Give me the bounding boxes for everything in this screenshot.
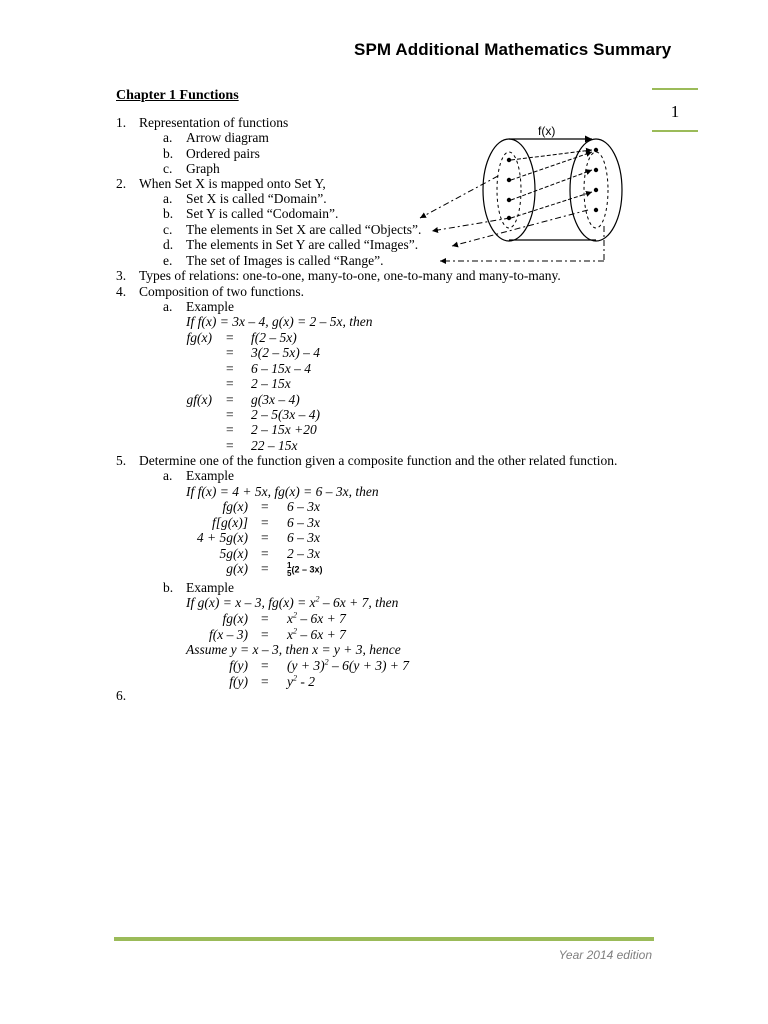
sub-item-1c-letter: c. [163, 161, 173, 176]
sub-item-2a-letter: a. [163, 191, 173, 206]
sub-item-5b-letter: b. [163, 580, 174, 595]
equals-sign: = [226, 437, 234, 453]
equation-rhs: 6 – 15x – 4 [251, 360, 311, 376]
equals-sign: = [226, 422, 234, 438]
intro-part-b: – 6x + 7, then [319, 595, 399, 610]
sub-item-2d-letter: d. [163, 237, 174, 252]
domain-points [507, 158, 511, 220]
equation-rhs: 2 – 15x +20 [251, 422, 317, 438]
arrow-diagram [410, 118, 660, 276]
term-rest: - 2 [297, 674, 315, 689]
equation-rhs: 22 – 15x [251, 437, 298, 453]
equals-sign: = [226, 391, 234, 407]
sub-item-2e-text: The set of Images is called “Range”. [186, 253, 384, 268]
equals-sign: = [226, 360, 234, 376]
list-item-5-text: Determine one of the function given a composite function and the other related function. [139, 453, 618, 468]
equation-lhs: gf(x) [186, 391, 212, 407]
equals-sign: = [261, 530, 269, 545]
equation-lhs: fg(x) [222, 611, 248, 626]
sub-item-2a-text: Set X is called “Domain”. [186, 191, 327, 206]
sub-item-2c-letter: c. [163, 222, 173, 237]
equals-sign: = [261, 674, 269, 689]
equation-lhs: g(x) [226, 561, 248, 576]
list-item-3-number: 3. [116, 268, 127, 283]
equals-sign: = [226, 407, 234, 422]
list-item-3-text: Types of relations: one-to-one, many-to-one, one-to-many and many-to-many. [139, 268, 561, 283]
list-item-1-text: Representation of functions [139, 115, 289, 130]
equation-lhs: 5g(x) [219, 545, 248, 561]
intro-part-a: If g(x) = x – 3, fg(x) = x [186, 595, 316, 610]
sub-item-5a-text: Example [186, 468, 234, 483]
equation-rhs: g(3x – 4) [251, 391, 300, 407]
equals-sign: = [261, 499, 269, 514]
equation-rhs [287, 658, 409, 673]
term-superscript: 2 [324, 657, 329, 667]
equation-lhs: f(y) [229, 658, 248, 673]
term-base: (y + 3) [287, 658, 325, 673]
equation-rhs: 6 – 3x [287, 499, 320, 514]
equals-sign: = [226, 345, 234, 361]
codomain-points [594, 148, 598, 212]
intro-superscript: 2 [315, 594, 320, 604]
equation-rhs: 6 – 3x [287, 514, 320, 530]
document-header-title: SPM Additional Mathematics Summary [354, 40, 672, 59]
sub-item-5a-letter: a. [163, 468, 173, 483]
fraction-denominator: 5 [287, 568, 292, 578]
equals-sign: = [261, 545, 269, 561]
sub-item-2d-text: The elements in Set Y are called “Images”. [186, 237, 419, 252]
footer-rule [114, 937, 654, 941]
term-superscript: 2 [293, 673, 297, 683]
equation-rhs: 3(2 – 5x) – 4 [251, 345, 320, 361]
equals-sign: = [261, 514, 269, 530]
list-item-6-number: 6. [116, 688, 127, 703]
equation-rhs [287, 627, 346, 642]
example-4a-intro: If f(x) = 3x – 4, g(x) = 2 – 5x, then [186, 314, 373, 329]
list-item-4-number: 4. [116, 284, 127, 299]
term-superscript: 2 [293, 626, 297, 636]
mapping-arrows [511, 150, 592, 218]
header-rule-top [652, 88, 698, 90]
equation-rhs: 2 – 15x [251, 376, 291, 392]
equation-lhs: f[g(x)] [212, 514, 248, 530]
pointer-arrows [420, 176, 604, 261]
list-item-5-number: 5. [116, 453, 127, 468]
sub-item-2b-letter: b. [163, 206, 174, 221]
sub-item-1a-letter: a. [163, 130, 173, 145]
sub-item-4a-letter: a. [163, 299, 173, 314]
equation-lhs: f(x – 3) [209, 627, 248, 642]
sub-item-1a-text: Arrow diagram [186, 130, 269, 145]
example-5b-assumption: Assume y = x – 3, then x = y + 3, hence [186, 642, 401, 657]
equals-sign: = [226, 376, 234, 392]
equals-sign: = [261, 627, 269, 642]
equals-sign: = [261, 561, 269, 576]
term-rest: – 6(y + 3) + 7 [328, 658, 410, 673]
footer-edition: Year 2014 edition [558, 948, 652, 962]
sub-item-2b-text: Set Y is called “Codomain”. [186, 206, 339, 221]
term-rest: – 6x + 7 [297, 611, 346, 626]
sub-item-2c-text: The elements in Set X are called “Objects”. [186, 222, 422, 237]
fraction-tail: (2 – 3x) [291, 564, 323, 575]
equation-lhs: f(y) [229, 674, 248, 689]
list-item-1-number: 1. [116, 115, 127, 130]
equation-rhs: 6 – 3x [287, 530, 320, 545]
sub-item-1b-letter: b. [163, 146, 174, 161]
equation-rhs [287, 611, 346, 626]
sub-item-2e-letter: e. [163, 253, 173, 268]
equals-sign: = [261, 658, 269, 673]
sub-item-5b-text: Example [186, 580, 234, 595]
term-rest: – 6x + 7 [297, 627, 346, 642]
equation-lhs: fg(x) [222, 499, 248, 514]
term-superscript: 2 [293, 610, 297, 620]
equals-sign: = [226, 330, 234, 345]
equation-rhs: f(2 – 5x) [251, 330, 297, 345]
chapter-title: Chapter 1 Functions [116, 88, 239, 103]
term-base: y [287, 674, 293, 689]
equals-sign: = [261, 611, 269, 626]
list-item-4-text: Composition of two functions. [139, 284, 304, 299]
domain-set-x [483, 139, 535, 241]
equation-rhs [287, 561, 322, 578]
sub-item-4a-text: Example [186, 299, 234, 314]
equation-lhs: fg(x) [186, 330, 212, 345]
example-5a-intro: If f(x) = 4 + 5x, fg(x) = 6 – 3x, then [186, 484, 379, 499]
sub-item-1c-text: Graph [186, 161, 220, 176]
equation-rhs: 2 – 5(3x – 4) [251, 407, 320, 422]
equation-rhs: 2 – 3x [287, 545, 320, 561]
list-item-2-text: When Set X is mapped onto Set Y, [139, 176, 326, 191]
term-base: x [287, 611, 293, 626]
term-base: x [287, 627, 293, 642]
equation-lhs: 4 + 5g(x) [196, 530, 248, 545]
fraction-numerator: 1 [287, 560, 292, 570]
diagram-function-label: f(x) [538, 124, 556, 138]
sub-item-1b-text: Ordered pairs [186, 146, 260, 161]
equation-rhs [287, 674, 315, 689]
page-number: 1 [670, 102, 680, 121]
example-5b-intro [186, 595, 398, 610]
list-item-2-number: 2. [116, 176, 127, 191]
